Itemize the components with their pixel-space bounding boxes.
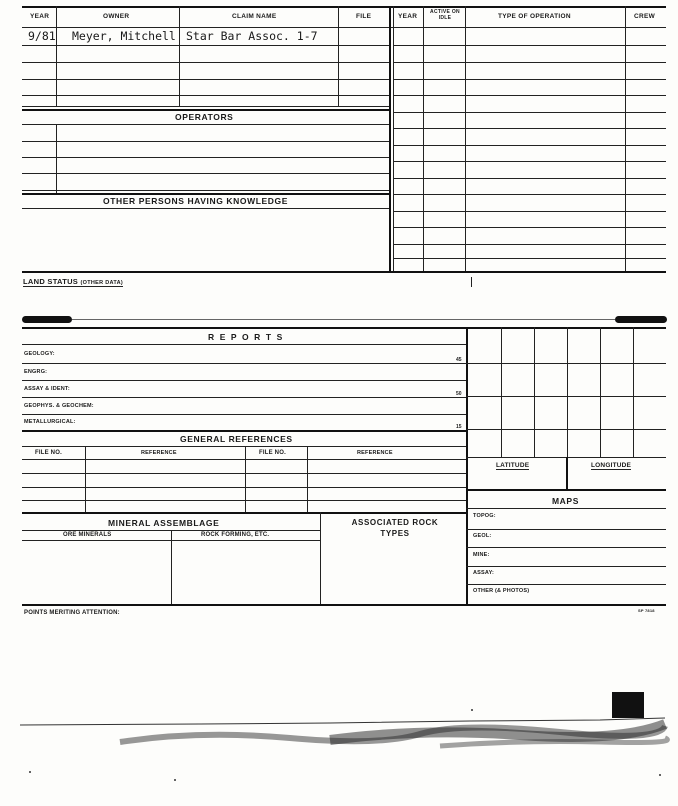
col-divider-year [56, 6, 57, 106]
ore-minerals-label: ORE MINERALS [63, 532, 112, 538]
map-row-label: GEOL: [473, 533, 492, 539]
binder-mark-left [22, 316, 72, 323]
header-owner: OWNER [103, 13, 130, 20]
operation-row-line [393, 161, 666, 162]
other-persons-header-line [22, 208, 389, 209]
report-row-label: GEOLOGY: [24, 351, 55, 357]
operation-row-line [393, 95, 666, 96]
operators-row-line [22, 157, 389, 158]
reports-right-divider [466, 327, 468, 605]
grid-col [633, 327, 634, 457]
operation-row-line [393, 211, 666, 212]
entry-owner: Meyer, Mitchell [72, 29, 176, 43]
col-divider-owner [179, 6, 180, 106]
operation-row-line [393, 45, 666, 46]
top-border [22, 6, 666, 8]
ref-col-file-no: FILE NO. [35, 450, 62, 456]
operation-row-line [393, 128, 666, 129]
scan-dot [174, 779, 176, 781]
report-row-line [22, 363, 466, 364]
ref-col-reference-2: REFERENCE [357, 450, 393, 456]
maps-title: MAPS [552, 496, 579, 506]
ref-row-line [22, 487, 466, 488]
ref-col-divider [307, 446, 308, 513]
reports-bottom-border [22, 430, 466, 432]
ref-row-line [22, 459, 466, 460]
scan-streak [20, 718, 665, 725]
scan-dot [471, 709, 473, 711]
header-file: FILE [356, 13, 372, 20]
header-claim-name: CLAIM NAME [232, 13, 277, 20]
general-references-title: GENERAL REFERENCES [180, 434, 293, 444]
lower-section-bottom-border [22, 604, 666, 606]
header-crew: CREW [634, 13, 656, 20]
grid-row [466, 396, 666, 397]
operation-row-line [393, 227, 666, 228]
ref-row-line [22, 473, 466, 474]
operators-title: OPERATORS [175, 112, 234, 122]
grid-col [567, 327, 568, 457]
reports-header-line [22, 344, 466, 345]
mineral-col-divider [171, 530, 172, 605]
grid-col [534, 327, 535, 457]
report-row-number: 50 [456, 391, 462, 397]
lat-long-divider [566, 457, 568, 489]
grid-row [466, 363, 666, 364]
maps-header-line [466, 508, 666, 509]
mineral-assemblage-title: MINERAL ASSEMBLAGE [108, 518, 220, 528]
ref-row-line [22, 500, 466, 501]
scan-noise [0, 680, 678, 790]
operation-row-line [393, 112, 666, 113]
operation-row-line [393, 145, 666, 146]
latitude-label: LATITUDE [496, 462, 530, 469]
land-status-mark [471, 277, 472, 287]
map-row-label: ASSAY: [473, 570, 495, 576]
map-row-label: OTHER (& PHOTOS) [473, 588, 530, 594]
operation-row-line [393, 79, 666, 80]
header-year: YEAR [30, 13, 50, 20]
report-row-label: ASSAY & IDENT: [24, 386, 70, 392]
operators-top-line-2 [22, 109, 389, 111]
map-row-line [466, 547, 666, 548]
report-row-label: GEOPHYS. & GEOCHEM: [24, 403, 94, 409]
other-persons-top-line [22, 190, 389, 191]
scan-dot [29, 771, 31, 773]
owner-row-line [22, 45, 389, 46]
scan-dot [659, 774, 661, 776]
operation-row-line [393, 178, 666, 179]
ref-col-divider [245, 446, 246, 513]
operation-row-line [393, 244, 666, 245]
operators-top-line [22, 106, 389, 107]
general-references-bottom-border [22, 512, 466, 514]
report-row-line [22, 397, 466, 398]
report-row-line [22, 414, 466, 415]
ref-col-reference: REFERENCE [141, 450, 177, 456]
points-meriting-attention: POINTS MERITING ATTENTION: [24, 610, 120, 616]
grid-col [501, 327, 502, 457]
map-row-line [466, 566, 666, 567]
entry-year: 9/81 [28, 29, 56, 43]
reports-title: R E P O R T S [208, 332, 284, 342]
ref-col-divider [85, 446, 86, 513]
associated-rock-types-title: ASSOCIATED ROCK TYPES [351, 518, 439, 538]
grid-col [600, 327, 601, 457]
owner-row-line [22, 62, 389, 63]
associated-divider [320, 512, 321, 605]
other-persons-title: OTHER PERSONS HAVING KNOWLEDGE [103, 196, 289, 206]
header-divider [22, 27, 666, 28]
land-status-title: LAND STATUS [23, 277, 79, 286]
binder-mark-right [615, 316, 667, 323]
operators-row-line [22, 141, 389, 142]
map-row-line [466, 584, 666, 585]
operators-col-divider [56, 124, 57, 193]
header-year-2: YEAR [398, 13, 418, 20]
reports-top-border [22, 327, 666, 329]
scan-block [612, 692, 644, 718]
general-references-header-line [22, 446, 466, 447]
operators-header-line [22, 124, 389, 125]
center-divider [389, 6, 391, 272]
owner-row-line [22, 79, 389, 80]
maps-top-border [466, 489, 666, 491]
operation-row-line [393, 194, 666, 195]
entry-claim-name: Star Bar Assoc. 1-7 [186, 29, 318, 43]
map-row-label: MINE: [473, 552, 490, 558]
map-row-label: TOPOG: [473, 513, 496, 519]
header-active-on-idle: ACTIVE ON IDLE [430, 9, 460, 21]
map-row-line [466, 529, 666, 530]
top-table-bottom-border [22, 271, 666, 273]
col-divider-claim [338, 6, 339, 106]
header-type-of-operation: TYPE OF OPERATION [498, 13, 571, 20]
owner-row-line [22, 95, 389, 96]
other-persons-top-line-2 [22, 193, 389, 195]
report-row-number: 45 [456, 357, 462, 363]
operation-row-line [393, 258, 666, 259]
report-row-label: METALLURGICAL: [24, 419, 76, 425]
longitude-label: LONGITUDE [591, 462, 632, 469]
operators-row-line [22, 173, 389, 174]
scan-smear [440, 738, 667, 746]
land-status-label [23, 277, 123, 287]
land-status-sublabel: (OTHER DATA) [80, 280, 123, 286]
binder-line [72, 319, 615, 320]
form-code: SP 7818 [638, 608, 655, 613]
rock-forming-label: ROCK FORMING, ETC. [201, 532, 270, 538]
report-row-label: ENGRG: [24, 369, 48, 375]
report-row-number: 15 [456, 424, 462, 430]
report-row-line [22, 380, 466, 381]
ref-col-file-no-2: FILE NO. [259, 450, 286, 456]
grid-row [466, 429, 666, 430]
operation-row-line [393, 62, 666, 63]
